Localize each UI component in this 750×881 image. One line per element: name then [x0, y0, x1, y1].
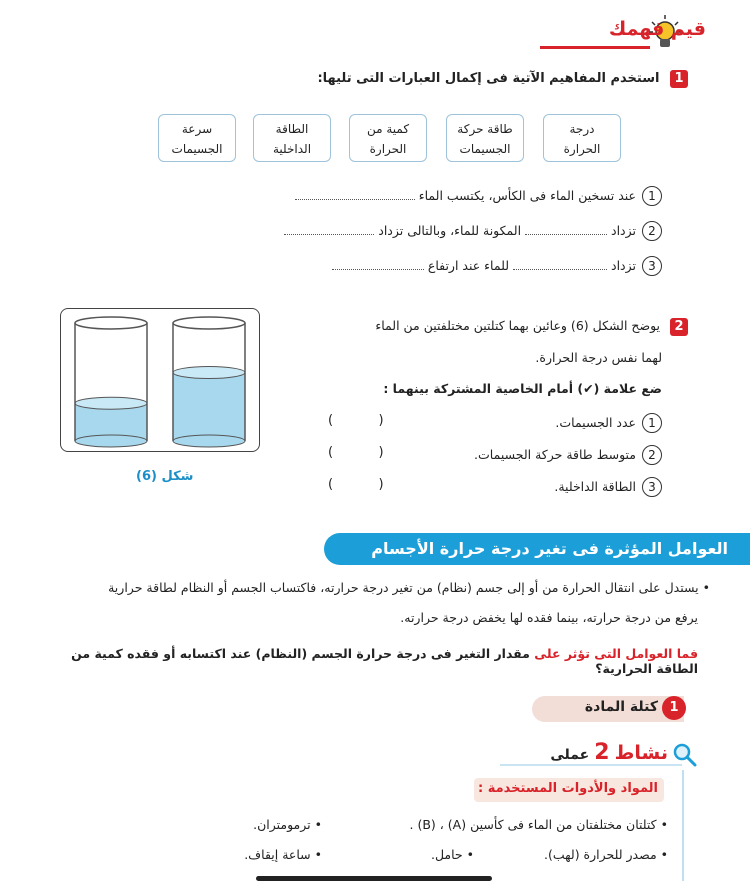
q2-line2: لهما نفس درجة الحرارة.	[535, 350, 662, 365]
q2-option-1[interactable]: 1عدد الجسيمات.	[555, 413, 662, 433]
magnifier-icon	[672, 742, 698, 768]
q1-item-2: 2تزداد المكونة للماء، وبالتالى تزداد	[284, 221, 662, 241]
material-item: • ساعة إيقاف.	[244, 847, 322, 862]
blank[interactable]	[525, 234, 607, 235]
concept-box: سرعة الجسيمات	[158, 114, 236, 162]
q2-number: 2	[670, 318, 688, 336]
bottom-bar	[256, 876, 492, 881]
activity-label: نشاط	[614, 742, 668, 764]
concept-box: طاقة حركة الجسيمات	[446, 114, 524, 162]
materials-title: المواد والأدوات المستخدمة :	[478, 781, 658, 796]
section-banner: العوامل المؤثرة فى تغير درجة حرارة الأجسام	[324, 533, 750, 565]
activity-number: 2	[594, 740, 610, 765]
material-item: • ترمومتران.	[253, 817, 322, 832]
blank[interactable]	[332, 269, 424, 270]
material-item: • حامل.	[430, 847, 474, 862]
q2-option-2[interactable]: 2متوسط طاقة حركة الجسيمات.	[474, 445, 662, 465]
figure-caption: شكل (6)	[136, 469, 194, 484]
answer-paren[interactable]: ( )	[328, 477, 384, 492]
blank[interactable]	[284, 234, 374, 235]
concept-box: الطاقة الداخلية	[253, 114, 331, 162]
q1-instruction	[317, 70, 688, 88]
q1-instruction-text: استخدم المفاهيم الآتية فى إكمال العبارات التى تليها:	[317, 71, 660, 86]
beakers-illustration	[61, 309, 258, 450]
section-bullet: • يستدل على انتقال الحرارة من أو إلى جسم (نظام) من تغير درجة حرارته، فاكتساب الجسم أو النظام لطاقة حرارية	[108, 580, 710, 595]
q2-option-3[interactable]: 3الطاقة الداخلية.	[554, 477, 662, 497]
material-item: • كتلتان مختلفتان من الماء فى كأسين (A) ، (B) .	[409, 817, 668, 832]
beaker-right	[173, 317, 245, 329]
q1-item-1: 1عند تسخين الماء فى الكأس، يكتسب الماء	[295, 186, 662, 206]
factor1-label: كتلة المادة	[584, 699, 658, 715]
blank[interactable]	[513, 269, 607, 270]
activity-type: عملى	[550, 747, 590, 763]
section-question: فما العوامل التى تؤثر على مقدار التغير فى درجة حرارة الجسم (النظام) عند اكتسابه أو فقده كمية من الطاقة الحرارية؟	[71, 646, 698, 676]
header	[540, 14, 740, 50]
materials-vline	[682, 770, 684, 881]
beaker-left	[75, 317, 147, 329]
q2-line1: 2 يوضح الشكل (6) وعائين بهما كتلتين مختلفتين من الماء	[375, 318, 688, 336]
concept-box: درجة الحرارة	[543, 114, 621, 162]
q1-number: 1	[670, 70, 688, 88]
bullet-dot: •	[698, 580, 710, 595]
section-bullet-cont: يرفع من درجة حرارته، بينما فقده لها يخفض درجة حرارته.	[400, 610, 698, 625]
material-item: • مصدر للحرارة (لهب).	[544, 847, 668, 862]
concept-box: كمية من الحرارة	[349, 114, 427, 162]
answer-paren[interactable]: ( )	[328, 413, 384, 428]
figure-6	[60, 308, 260, 452]
blank[interactable]	[295, 199, 415, 200]
header-title: قيم فهمك	[608, 18, 706, 40]
q1-item-3: 3تزداد للماء عند ارتفاع	[332, 256, 662, 276]
header-underline	[540, 46, 650, 49]
answer-paren[interactable]: ( )	[328, 445, 384, 460]
water-right	[173, 373, 245, 441]
q2-prompt: ضع علامة (✔) أمام الخاصية المشتركة بينهما :	[383, 381, 662, 396]
activity-heading	[550, 740, 668, 765]
factor1-number: 1	[662, 696, 686, 720]
